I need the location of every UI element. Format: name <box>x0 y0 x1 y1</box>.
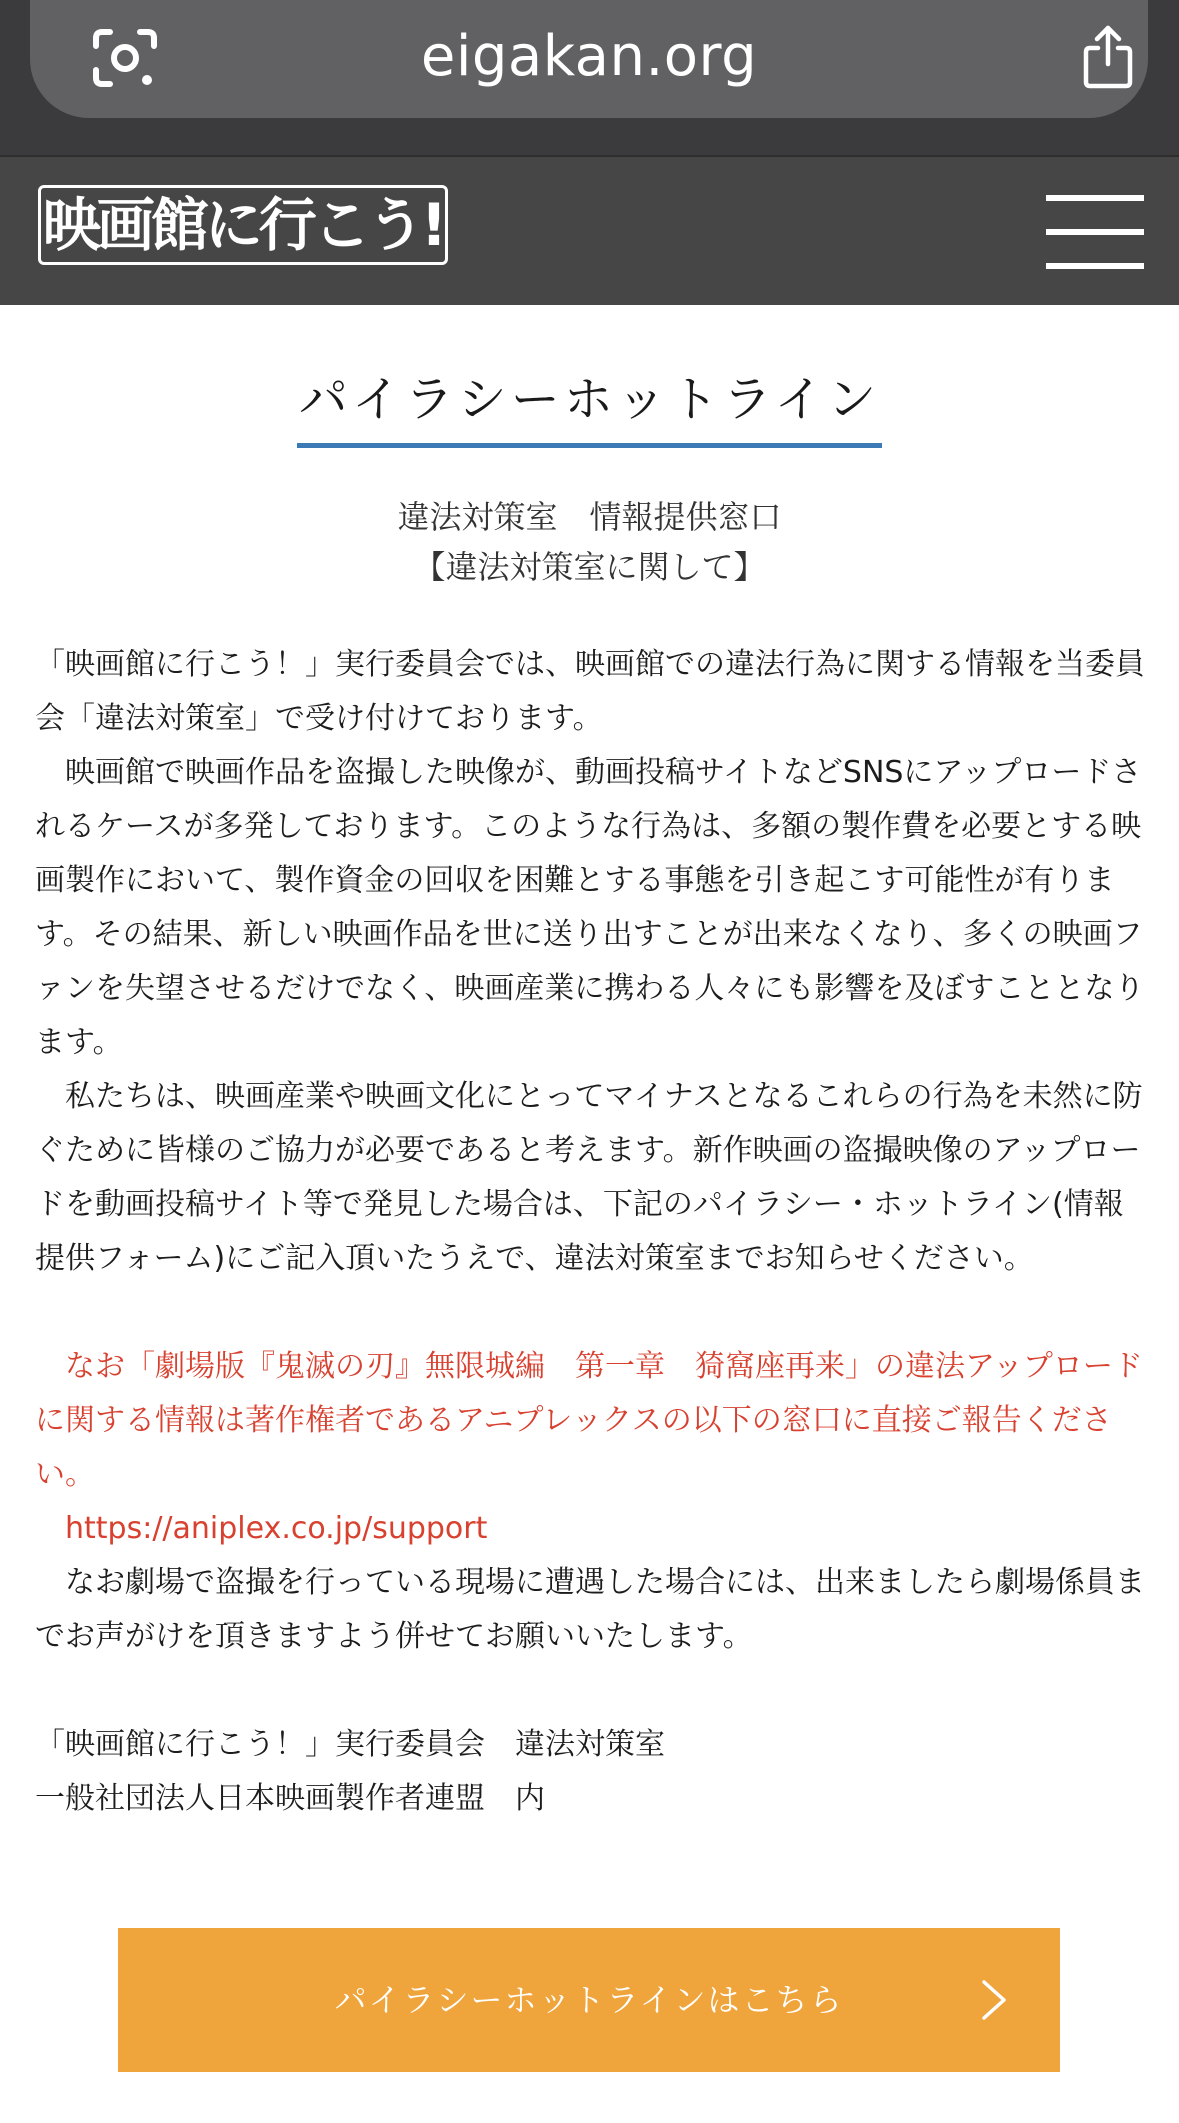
notice-paragraph: なお「劇場版『鬼滅の刃』無限城編 第一章 猗窩座再来」の違法アップロードに関する情報は著作権者であるアニプレックスの以下の窓口に直接ご報告ください。 <box>35 1349 1143 1492</box>
menu-bar <box>1046 263 1144 269</box>
page-title-text: パイラシーホットライン <box>297 365 883 448</box>
subheading-contact-window: 違法対策室 情報提供窓口 <box>397 498 782 536</box>
site-header <box>0 155 1179 305</box>
menu-bar <box>1046 229 1144 235</box>
subheading-about: 【違法対策室に関して】 <box>413 548 766 586</box>
browser-toolbar <box>0 0 1179 155</box>
hamburger-menu-icon[interactable] <box>1046 193 1144 271</box>
menu-bar <box>1046 195 1144 201</box>
chevron-right-icon <box>980 1978 1008 2022</box>
url-text[interactable]: eigakan.org <box>420 24 758 89</box>
piracy-hotline-button-label: パイラシーホットラインはこちら <box>334 1981 844 2019</box>
spacer <box>35 1664 1147 1718</box>
aniplex-support-link[interactable]: https://aniplex.co.jp/support <box>65 1511 488 1546</box>
paragraph-theater-staff: なお劇場で盗撮を行っている現場に遭遇した場合には、出来ましたら劇場係員までお声がけを頂きますよう併せてお願いいたします。 <box>35 1565 1145 1654</box>
paragraph-request: 私たちは、映画産業や映画文化にとってマイナスとなるこれらの行為を未然に防ぐために皆様のご協力が必要であると考えます。新作映画の盗撮映像のアップロードを動画投稿サイト等で発見した場合は、下記のパイラシー・ホットライン(情報提供フォーム)にご記入頂いたうえで、違法対策室までお知らせください。 <box>35 1079 1143 1276</box>
signature-line-2: 一般社団法人日本映画製作者連盟 内 <box>35 1781 545 1816</box>
support-link-line <box>35 1502 1147 1556</box>
page-title <box>0 365 1179 448</box>
share-icon[interactable] <box>1080 24 1136 90</box>
spacer <box>35 1286 1147 1340</box>
paragraph-problem: 映画館で映画作品を盗撮した映像が、動画投稿サイトなどSNSにアップロードされるケースが多発しております。このような行為は、多額の製作費を必要とする映画製作において、製作資金の回収を困難とする事態を引き起こす可能性が有ります。その結果、新しい映画作品を世に送り出すことが出来なくなり、多くの映画ファンを失望させるだけでなく、映画産業に携わる人々にも影響を及ぼすこととなります。 <box>35 755 1145 1060</box>
piracy-hotline-button[interactable] <box>118 1928 1060 2072</box>
paragraph-intro: 「映画館に行こう！」実行委員会では、映画館での違法行為に関する情報を当委員会「違法対策室」で受け付けております。 <box>35 647 1145 736</box>
article-body <box>35 638 1147 1826</box>
site-logo[interactable]: 映画館に行こう! <box>38 185 448 265</box>
signature-line-1: 「映画館に行こう！」実行委員会 違法対策室 <box>35 1727 665 1762</box>
address-bar[interactable] <box>30 0 1148 118</box>
